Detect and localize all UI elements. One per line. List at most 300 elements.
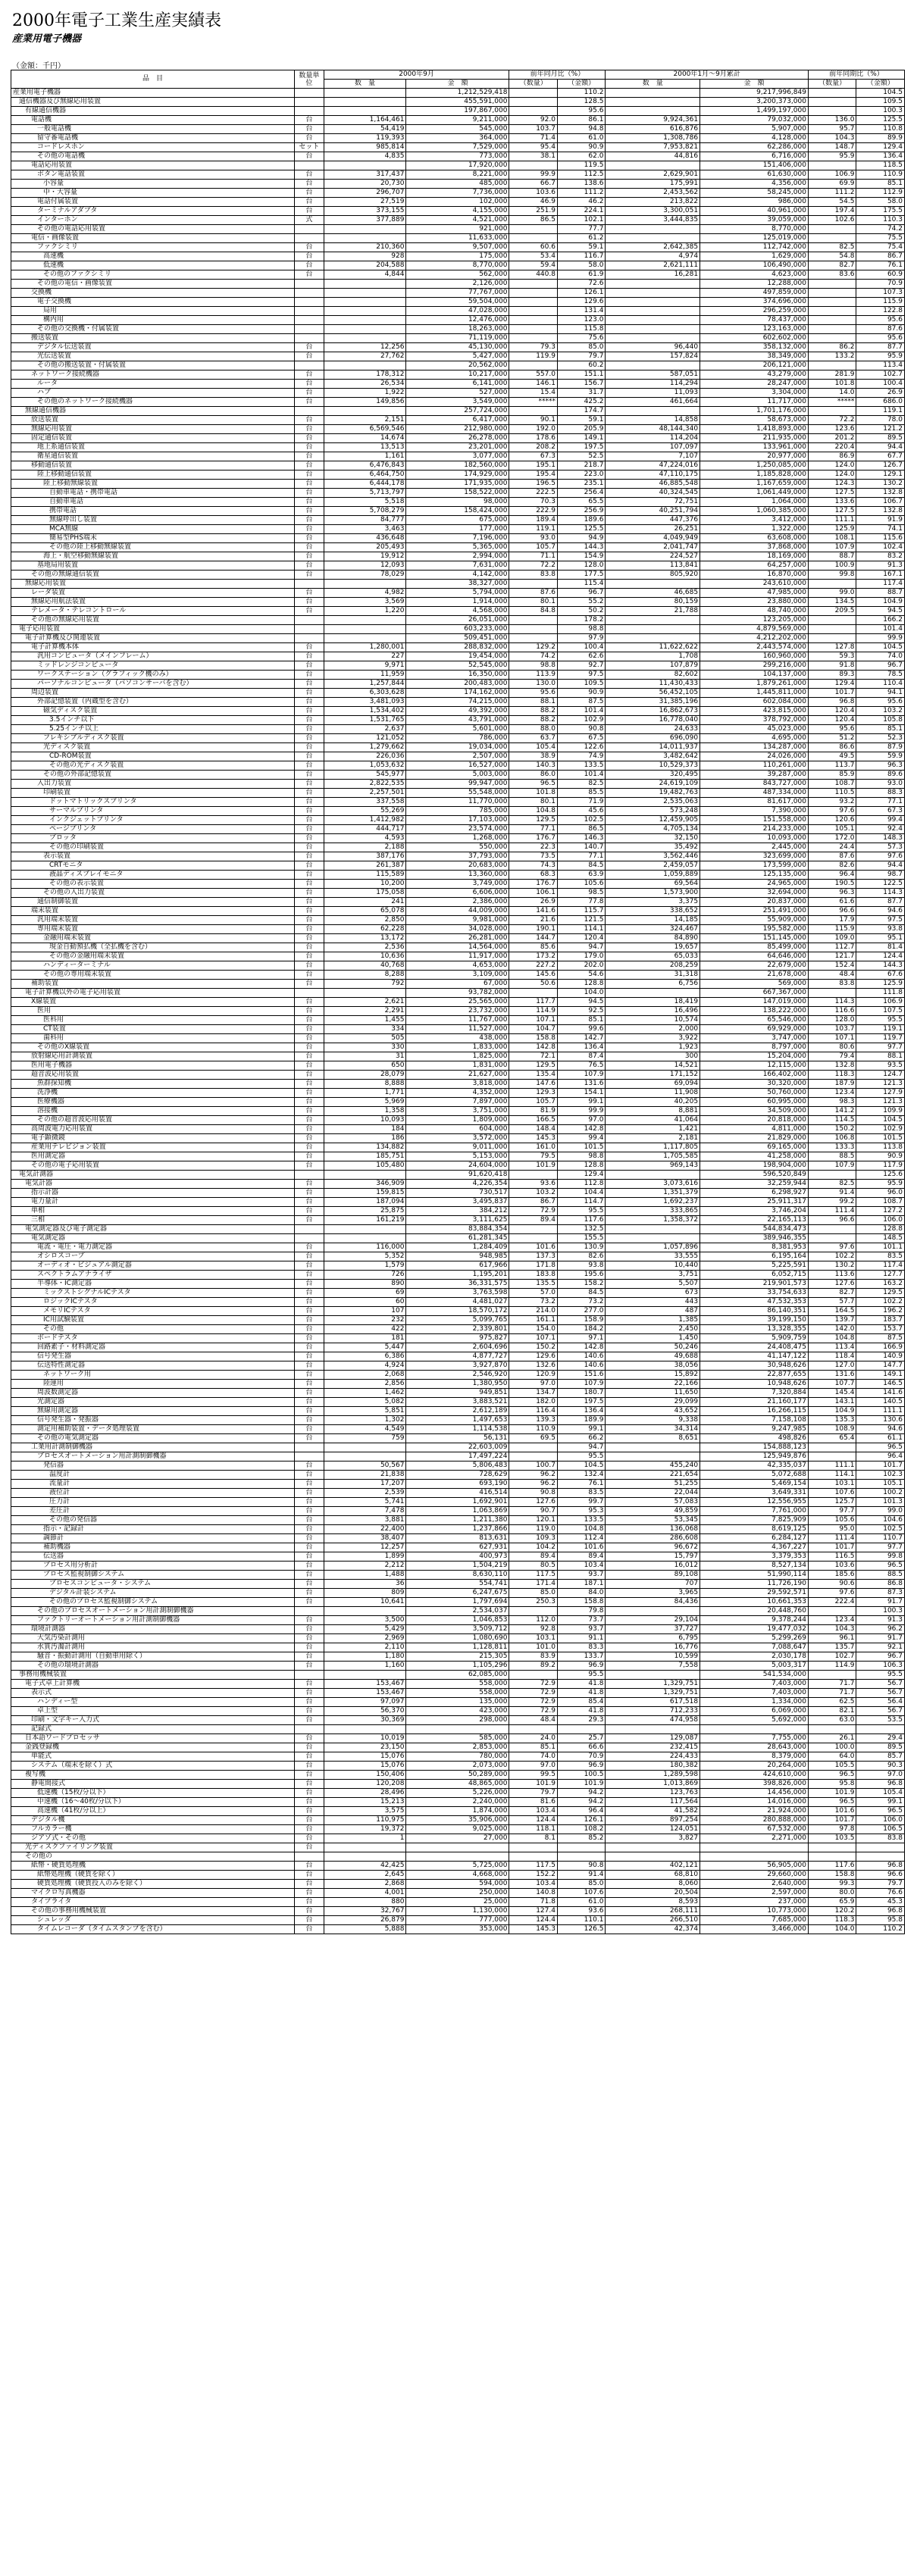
- row-unit: 台: [295, 1371, 324, 1380]
- row-cum-amount: 147,019,000: [700, 998, 809, 1007]
- row-qty-pct: *****: [509, 398, 557, 407]
- row-name: 周波数測定器: [11, 1389, 295, 1398]
- table-row: [11, 989, 905, 998]
- row-amount: 257,724,000: [406, 407, 509, 416]
- row-qty-pct: [509, 289, 557, 298]
- row-qty-pct: 183.8: [509, 1271, 557, 1280]
- row-amount: 174,162,000: [406, 689, 509, 698]
- row-cum-qty-pct: 97.6: [808, 1589, 856, 1598]
- row-qty-pct: [509, 307, 557, 316]
- row-cum-amount: 6,284,127: [700, 1534, 809, 1543]
- row-amount: 38,327,000: [406, 580, 509, 589]
- row-amount-pct: 133.7: [557, 1652, 605, 1662]
- row-cum-qty-pct: 123.4: [808, 1089, 856, 1098]
- row-qty: 153,467: [324, 1680, 406, 1689]
- row-cum-qty: 123,763: [606, 1789, 700, 1798]
- row-qty: 3,463: [324, 525, 406, 534]
- row-cum-amount-pct: 86.7: [856, 252, 905, 261]
- row-name: スペクトラムアナライザ: [11, 1271, 295, 1280]
- row-cum-qty: [606, 89, 700, 98]
- row-amount-pct: 41.8: [557, 1707, 605, 1716]
- row-amount: 948,985: [406, 1252, 509, 1261]
- row-qty: 175,058: [324, 889, 406, 898]
- row-cum-amount: 667,367,000: [700, 989, 809, 998]
- row-amount: 7,631,000: [406, 561, 509, 571]
- row-name: 簡易型PHS端末: [11, 534, 295, 543]
- row-amount: 67,000: [406, 980, 509, 989]
- row-amount: 14,564,000: [406, 943, 509, 952]
- row-qty-pct: [509, 107, 557, 116]
- row-unit: 台: [295, 434, 324, 443]
- row-amount-pct: 95.6: [557, 107, 605, 116]
- row-cum-qty: [606, 625, 700, 634]
- row-qty-pct: 21.6: [509, 916, 557, 925]
- row-cum-qty-pct: 152.4: [808, 961, 856, 971]
- row-cum-qty: 1,329,751: [606, 1689, 700, 1698]
- row-cum-qty-pct: 91.8: [808, 661, 856, 671]
- row-cum-amount: 19,477,032: [700, 1625, 809, 1634]
- row-name: X線装置: [11, 998, 295, 1007]
- row-cum-qty: 16,778,040: [606, 716, 700, 725]
- row-cum-amount: 4,811,000: [700, 1125, 809, 1134]
- row-qty-pct: 112.0: [509, 1616, 557, 1625]
- row-qty: 2,637: [324, 725, 406, 734]
- row-cum-qty: 805,920: [606, 571, 700, 580]
- row-amount: 2,073,000: [406, 1762, 509, 1771]
- row-amount: 174,929,000: [406, 470, 509, 480]
- row-amount: 20,562,000: [406, 361, 509, 370]
- row-unit: 台: [295, 1116, 324, 1125]
- row-cum-amount: 32,259,944: [700, 1180, 809, 1189]
- row-amount-pct: 66.6: [557, 1743, 605, 1752]
- row-unit: 台: [295, 1534, 324, 1543]
- row-amount: 3,109,000: [406, 971, 509, 980]
- row-cum-amount: 602,084,000: [700, 698, 809, 707]
- header-yoy-cumulative: 前年同期比（%）: [808, 70, 904, 80]
- table-row: [11, 1552, 905, 1562]
- row-unit: 台: [295, 871, 324, 880]
- row-amount-pct: 138.6: [557, 180, 605, 189]
- row-qty: 15,076: [324, 1752, 406, 1762]
- row-cum-amount-pct: 95.6: [856, 316, 905, 325]
- row-name: その他のネットワーク接続機器: [11, 398, 295, 407]
- row-name: 低速機（15枚/分以下）: [11, 1789, 295, 1798]
- row-name: 電子計算機以外の電子応用装置: [11, 989, 295, 998]
- row-unit: 台: [295, 1398, 324, 1407]
- row-name: プロッタ: [11, 834, 295, 843]
- row-name: その他の無線応用装置: [11, 616, 295, 625]
- row-cum-amount: 58,673,000: [700, 416, 809, 425]
- row-amount: 786,000: [406, 734, 509, 743]
- table-row: [11, 252, 905, 261]
- row-amount: 785,000: [406, 807, 509, 816]
- row-amount-pct: 70.9: [557, 1752, 605, 1762]
- row-cum-amount: 7,088,647: [700, 1643, 809, 1652]
- row-cum-qty: 268,111: [606, 1907, 700, 1916]
- row-cum-amount-pct: 140.9: [856, 1352, 905, 1361]
- row-cum-qty: 22,166: [606, 1380, 700, 1389]
- row-qty-pct: 80.1: [509, 598, 557, 607]
- row-unit: 台: [295, 1880, 324, 1889]
- row-cum-amount-pct: 29.4: [856, 1734, 905, 1743]
- row-amount: 5,365,000: [406, 543, 509, 552]
- row-unit: 台: [295, 1243, 324, 1252]
- row-name: その他の印刷装置: [11, 843, 295, 852]
- row-cum-qty-pct: 127.0: [808, 1361, 856, 1371]
- row-amount-pct: 103.4: [557, 1562, 605, 1571]
- row-qty: 337,558: [324, 798, 406, 807]
- row-amount: 7,529,000: [406, 143, 509, 152]
- row-cum-qty-pct: [808, 1452, 856, 1462]
- row-amount: 91,620,418: [406, 1171, 509, 1180]
- row-qty-pct: 140.8: [509, 1889, 557, 1898]
- row-name: ハブ: [11, 389, 295, 398]
- row-amount-pct: 93.6: [557, 1907, 605, 1916]
- row-qty: 10,019: [324, 1734, 406, 1743]
- row-name: 表示式: [11, 1689, 295, 1698]
- row-name: その他の外部記憶装置: [11, 771, 295, 780]
- row-name: 温度計: [11, 1471, 295, 1480]
- row-qty: 20,730: [324, 180, 406, 189]
- row-qty: [324, 334, 406, 343]
- table-row: [11, 716, 905, 725]
- row-qty: 107: [324, 1307, 406, 1316]
- row-qty: [324, 307, 406, 316]
- row-qty-pct: 103.4: [509, 1807, 557, 1816]
- row-unit: 台: [295, 1643, 324, 1652]
- table-row: [11, 380, 905, 389]
- table-row: [11, 843, 905, 852]
- row-cum-amount-pct: 101.5: [856, 1134, 905, 1143]
- row-amount-pct: 101.9: [557, 1780, 605, 1789]
- table-row: [11, 1834, 905, 1843]
- row-unit: 台: [295, 1343, 324, 1352]
- row-amount: 37,793,000: [406, 852, 509, 861]
- row-unit: 台: [295, 1180, 324, 1189]
- row-qty: [324, 361, 406, 370]
- row-cum-amount: 51,990,114: [700, 1571, 809, 1580]
- row-qty: 5,447: [324, 1343, 406, 1352]
- row-name: 留守番電話機: [11, 134, 295, 143]
- row-amount: 1,797,694: [406, 1598, 509, 1607]
- row-name: 汎用端末装置: [11, 916, 295, 925]
- row-cum-qty: 34,314: [606, 1425, 700, 1434]
- row-name: 電子計算機本体: [11, 643, 295, 652]
- row-qty: 5,352: [324, 1252, 406, 1261]
- row-qty: 1,462: [324, 1389, 406, 1398]
- row-cum-amount-pct: 74.1: [856, 525, 905, 534]
- row-cum-qty: 84,890: [606, 934, 700, 943]
- row-cum-qty: 213,822: [606, 198, 700, 207]
- row-cum-qty: 2,535,063: [606, 798, 700, 807]
- row-qty-pct: 88.2: [509, 707, 557, 716]
- table-row: [11, 1562, 905, 1571]
- row-amount-pct: 95.3: [557, 1507, 605, 1516]
- row-amount-pct: 59.1: [557, 243, 605, 252]
- row-qty-pct: [509, 625, 557, 634]
- row-name: 交換機: [11, 289, 295, 298]
- row-amount: 1,380,950: [406, 1380, 509, 1389]
- row-cum-qty-pct: 114.1: [808, 1471, 856, 1480]
- header-yoy-month: 前年同月比（%）: [509, 70, 606, 80]
- row-amount: 1,237,866: [406, 1525, 509, 1534]
- row-qty: 1,455: [324, 1016, 406, 1025]
- row-cum-qty-pct: 102.6: [808, 216, 856, 225]
- row-amount-pct: 54.6: [557, 971, 605, 980]
- row-amount: 17,497,224: [406, 1452, 509, 1462]
- row-amount-pct: 95.5: [557, 1207, 605, 1216]
- row-cum-amount-pct: 67.6: [856, 971, 905, 980]
- row-unit: [295, 1671, 324, 1680]
- row-name: ターミナルアダプタ: [11, 207, 295, 216]
- table-row: [11, 616, 905, 625]
- table-row: [11, 1080, 905, 1089]
- row-unit: 台: [295, 1734, 324, 1743]
- row-amount-pct: 128.0: [557, 561, 605, 571]
- row-name: タイプライタ: [11, 1898, 295, 1907]
- row-cum-qty: [606, 325, 700, 334]
- row-qty-pct: 72.9: [509, 1680, 557, 1689]
- row-amount-pct: 187.1: [557, 1580, 605, 1589]
- row-name: 無線応用航法装置: [11, 598, 295, 607]
- row-unit: 台: [295, 1307, 324, 1316]
- row-name: ページプリンタ: [11, 825, 295, 834]
- row-cum-qty: 897,254: [606, 1816, 700, 1825]
- row-name: 記録式: [11, 1725, 295, 1734]
- row-amount-pct: [557, 1843, 605, 1852]
- row-qty: 161,219: [324, 1216, 406, 1225]
- row-cum-qty: 2,453,562: [606, 189, 700, 198]
- row-amount-pct: 90.8: [557, 725, 605, 734]
- table-row: [11, 634, 905, 643]
- row-qty: 2,188: [324, 843, 406, 852]
- row-qty: 3,500: [324, 1616, 406, 1625]
- row-cum-amount: 1,060,385,000: [700, 507, 809, 516]
- row-cum-qty: 224,527: [606, 552, 700, 561]
- row-cum-qty-pct: 96.4: [808, 871, 856, 880]
- row-cum-qty: 65,033: [606, 952, 700, 961]
- row-cum-amount-pct: 99.4: [856, 816, 905, 825]
- row-cum-qty-pct: 96.3: [808, 889, 856, 898]
- row-cum-amount: 1,879,261,000: [700, 680, 809, 689]
- row-qty: 5,851: [324, 1407, 406, 1416]
- row-amount-pct: 87.5: [557, 698, 605, 707]
- row-unit: 台: [295, 370, 324, 380]
- row-cum-qty-pct: 123.6: [808, 425, 856, 434]
- table-row: [11, 1352, 905, 1361]
- row-name: 無線呼出し装置: [11, 516, 295, 525]
- row-cum-amount: 1,445,811,000: [700, 689, 809, 698]
- table-row: [11, 743, 905, 752]
- row-qty: 5,518: [324, 498, 406, 507]
- row-cum-amount: 69,929,000: [700, 1025, 809, 1034]
- table-row: [11, 1652, 905, 1662]
- row-qty: [324, 616, 406, 625]
- table-row: [11, 280, 905, 289]
- row-cum-amount: 151,558,000: [700, 816, 809, 825]
- row-cum-amount-pct: 89.6: [856, 771, 905, 780]
- row-qty: 27,762: [324, 352, 406, 361]
- table-row: [11, 443, 905, 452]
- row-cum-qty: 443: [606, 1298, 700, 1307]
- row-unit: 台: [295, 1889, 324, 1898]
- row-unit: [295, 225, 324, 234]
- row-cum-qty-pct: 102.2: [808, 1252, 856, 1261]
- row-unit: 台: [295, 152, 324, 161]
- row-name: 産業用電子機器: [11, 89, 295, 98]
- row-name: その他の: [11, 1852, 295, 1862]
- row-cum-amount-pct: 83.2: [856, 552, 905, 561]
- row-unit: 台: [295, 998, 324, 1007]
- row-name: その他の金融用端末装置: [11, 952, 295, 961]
- row-qty-pct: 86.7: [509, 1198, 557, 1207]
- row-qty-pct: 84.8: [509, 607, 557, 616]
- row-cum-qty: 113,841: [606, 561, 700, 571]
- row-cum-amount-pct: 110.8: [856, 125, 905, 134]
- row-cum-amount-pct: 149.1: [856, 1371, 905, 1380]
- row-unit: 台: [295, 680, 324, 689]
- row-unit: [295, 280, 324, 289]
- table-row: [11, 1171, 905, 1180]
- row-name: 事務用機械装置: [11, 1671, 295, 1680]
- row-cum-amount: 33,754,633: [700, 1289, 809, 1298]
- row-cum-amount: 62,286,000: [700, 143, 809, 152]
- row-qty-pct: 15.4: [509, 389, 557, 398]
- row-cum-qty: 10,440: [606, 1261, 700, 1271]
- row-name: 卓上型: [11, 1707, 295, 1716]
- row-cum-amount: 206,121,000: [700, 361, 809, 370]
- row-name: 地上系通信装置: [11, 443, 295, 452]
- table-row: [11, 734, 905, 743]
- page-subtitle: 産業用電子機器: [12, 33, 82, 45]
- row-qty-pct: 83.8: [509, 571, 557, 580]
- row-unit: 台: [295, 352, 324, 361]
- row-cum-qty-pct: 115.9: [808, 925, 856, 934]
- row-cum-qty-pct: 123.4: [808, 1616, 856, 1625]
- row-cum-amount: 2,443,574,000: [700, 643, 809, 652]
- row-cum-amount-pct: 107.3: [856, 289, 905, 298]
- row-cum-qty-pct: 104.9: [808, 1407, 856, 1416]
- row-cum-qty-pct: 103.7: [808, 1025, 856, 1034]
- row-cum-qty: 53,345: [606, 1516, 700, 1525]
- row-qty: 14,674: [324, 434, 406, 443]
- row-cum-qty: 11,622,622: [606, 643, 700, 652]
- row-amount-pct: 115.7: [557, 907, 605, 916]
- row-name: テレメータ・テレコントロール: [11, 607, 295, 616]
- row-cum-amount-pct: 95.6: [856, 698, 905, 707]
- row-amount: 18,570,172: [406, 1307, 509, 1316]
- row-cum-qty-pct: 83.8: [808, 980, 856, 989]
- row-cum-qty-pct: 80.6: [808, 1043, 856, 1052]
- row-cum-qty: 48,144,340: [606, 425, 700, 434]
- row-cum-qty-pct: 124.0: [808, 470, 856, 480]
- row-cum-qty-pct: 17.9: [808, 916, 856, 925]
- row-amount-pct: 126.1: [557, 289, 605, 298]
- row-cum-qty-pct: 85.9: [808, 771, 856, 780]
- row-amount: 1,831,000: [406, 1061, 509, 1071]
- row-cum-amount-pct: 67.3: [856, 807, 905, 816]
- row-amount-pct: 114.7: [557, 1198, 605, 1207]
- row-unit: 台: [295, 1434, 324, 1443]
- row-amount: 9,981,000: [406, 916, 509, 925]
- row-amount: 11,770,000: [406, 798, 509, 807]
- row-qty: 226,036: [324, 752, 406, 761]
- table-row: [11, 416, 905, 425]
- row-cum-amount-pct: 85.7: [856, 1752, 905, 1762]
- row-qty-pct: 57.0: [509, 1289, 557, 1298]
- row-qty: 3,481,093: [324, 698, 406, 707]
- row-qty-pct: 103.6: [509, 189, 557, 198]
- row-cum-qty-pct: 64.0: [808, 1752, 856, 1762]
- row-qty-pct: 70.3: [509, 498, 557, 507]
- row-cum-qty-pct: 86.2: [808, 343, 856, 352]
- row-qty-pct: 93.0: [509, 534, 557, 543]
- row-amount: 4,481,027: [406, 1298, 509, 1307]
- row-cum-qty-pct: 125.9: [808, 525, 856, 534]
- row-cum-qty: 487: [606, 1307, 700, 1316]
- row-cum-amount-pct: 96.4: [856, 1452, 905, 1462]
- table-row: [11, 852, 905, 861]
- row-qty-pct: [509, 1843, 557, 1852]
- row-unit: 台: [295, 1598, 324, 1607]
- row-qty-pct: 99.5: [509, 1771, 557, 1780]
- row-cum-qty: 455,240: [606, 1462, 700, 1471]
- row-cum-qty-pct: [808, 89, 856, 98]
- table-row: [11, 652, 905, 661]
- row-amount-pct: 101.4: [557, 771, 605, 780]
- row-name: 無線通信機器: [11, 407, 295, 416]
- row-name: 自動車電話: [11, 498, 295, 507]
- row-amount: 364,000: [406, 134, 509, 143]
- row-cum-qty-pct: 172.0: [808, 834, 856, 843]
- row-cum-qty: 3,922: [606, 1034, 700, 1043]
- row-amount: 554,741: [406, 1580, 509, 1589]
- row-qty-pct: 74.3: [509, 861, 557, 871]
- row-cum-qty: 12,459,905: [606, 816, 700, 825]
- row-amount-pct: 105.6: [557, 880, 605, 889]
- row-unit: 台: [295, 934, 324, 943]
- row-amount: 34,028,000: [406, 925, 509, 934]
- row-name: 補助装置: [11, 980, 295, 989]
- row-amount-pct: 119.5: [557, 161, 605, 170]
- row-cum-amount-pct: 52.3: [856, 734, 905, 743]
- row-unit: 台: [295, 1416, 324, 1425]
- row-unit: 台: [295, 1507, 324, 1516]
- row-cum-qty-pct: 101.7: [808, 1816, 856, 1825]
- row-cum-amount: 1,701,176,000: [700, 407, 809, 416]
- row-cum-qty: 5,507: [606, 1280, 700, 1289]
- row-cum-qty: 46,885,548: [606, 480, 700, 489]
- row-unit: 台: [295, 843, 324, 852]
- row-qty-pct: 142.8: [509, 1043, 557, 1052]
- table-row: [11, 1880, 905, 1889]
- row-amount-pct: 50.2: [557, 607, 605, 616]
- row-qty: 10,200: [324, 880, 406, 889]
- table-row: [11, 1343, 905, 1352]
- row-unit: 台: [295, 1707, 324, 1716]
- row-qty-pct: 101.6: [509, 1243, 557, 1252]
- row-amount-pct: 83.5: [557, 1489, 605, 1498]
- row-cum-qty: [606, 1171, 700, 1180]
- row-name: 電子式卓上計算機: [11, 1680, 295, 1689]
- row-cum-amount-pct: 74.0: [856, 652, 905, 661]
- row-amount: 3,749,000: [406, 880, 509, 889]
- row-cum-qty: 1,708: [606, 652, 700, 661]
- row-amount-pct: 55.2: [557, 598, 605, 607]
- row-amount: 1,195,201: [406, 1271, 509, 1280]
- row-qty-pct: 124.4: [509, 1916, 557, 1925]
- row-cum-qty-pct: [808, 616, 856, 625]
